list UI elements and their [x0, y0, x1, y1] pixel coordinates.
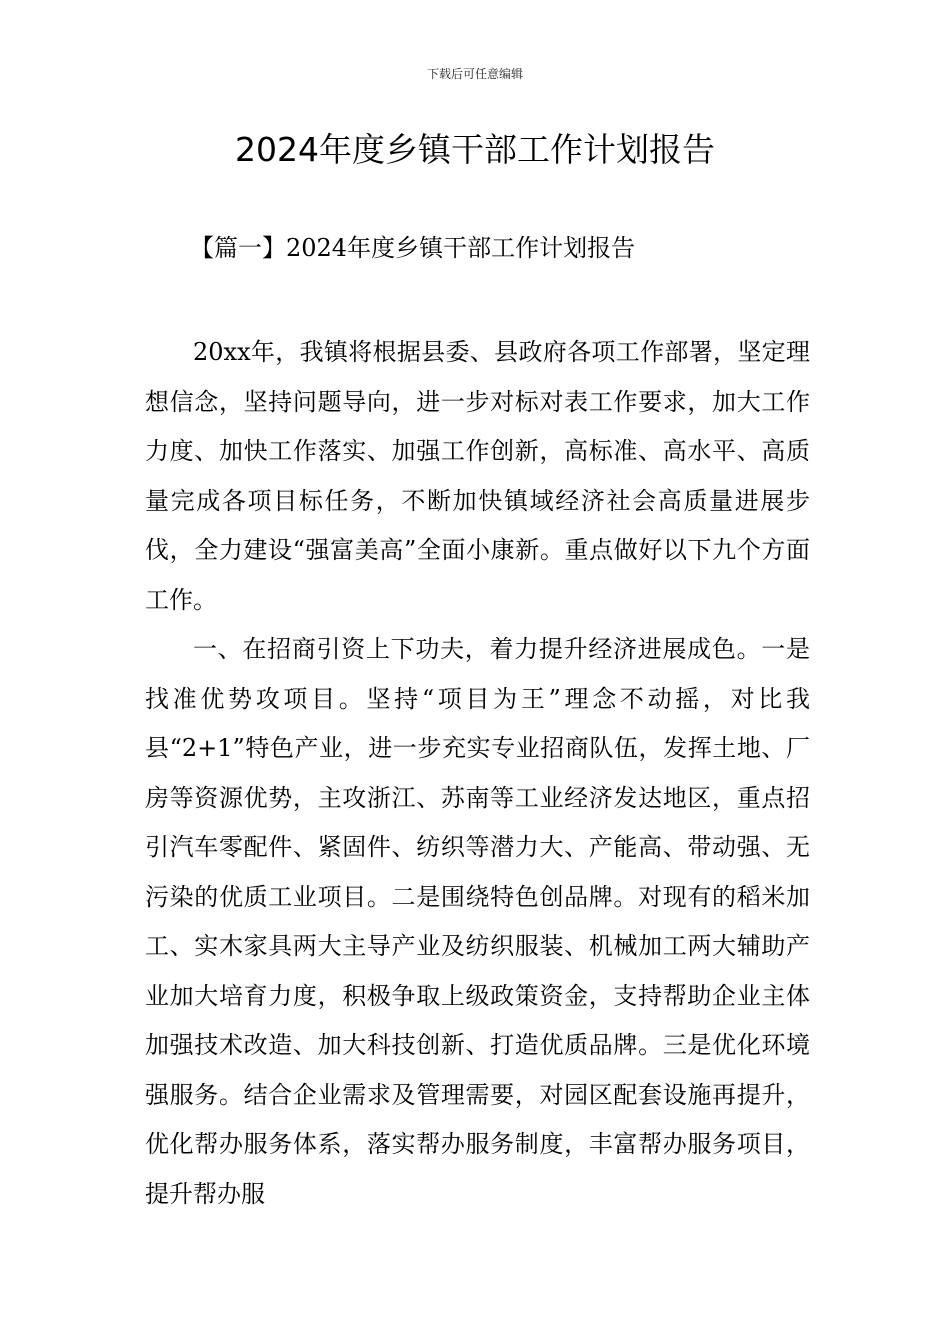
paragraph-investment: 一、在招商引资上下功夫，着力提升经济进展成色。一是找准优势攻项目。坚持“项目为王”理念不动摇，对比我县“2+1”特色产业，进一步充实专业招商队伍，发挥土地、厂房等资源优势，主攻浙江、苏南等工业经济发达地区，重点招引汽车零配件、紧固件、纺织等潜力大、产能高、带动强、无污染的优质工业项目。二是围绕特色创品牌。对现有的稻米加工、实木家具两大主导产业及纺织服装、机械加工两大辅助产业加大培育力度，积极争取上级政策资金，支持帮助企业主体加强技术改造、加大科技创新、打造优质品牌。三是优化环境强服务。结合企业需求及管理需要，对园区配套设施再提升，优化帮办服务体系，落实帮办服务制度，丰富帮办服务项目，提升帮办服	[145, 635, 810, 1208]
document-title: 2024年度乡镇干部工作计划报告	[235, 130, 715, 169]
document-body	[145, 328, 810, 1219]
header-note: 下载后可任意编辑	[426, 67, 523, 81]
section-heading: 【篇一】2024年度乡镇干部工作计划报告	[190, 234, 636, 262]
paragraph-intro: 20xx年，我镇将根据县委、县政府各项工作部署，坚定理想信念，坚持问题导向，进一步对标对表工作要求，加大工作力度、加快工作落实、加强工作创新，高标准、高水平、高质量完成各项目标任务，不断加快镇域经济社会高质量进展步伐，全力建设“强富美高”全面小康新。重点做好以下九个方面工作。	[145, 338, 810, 614]
